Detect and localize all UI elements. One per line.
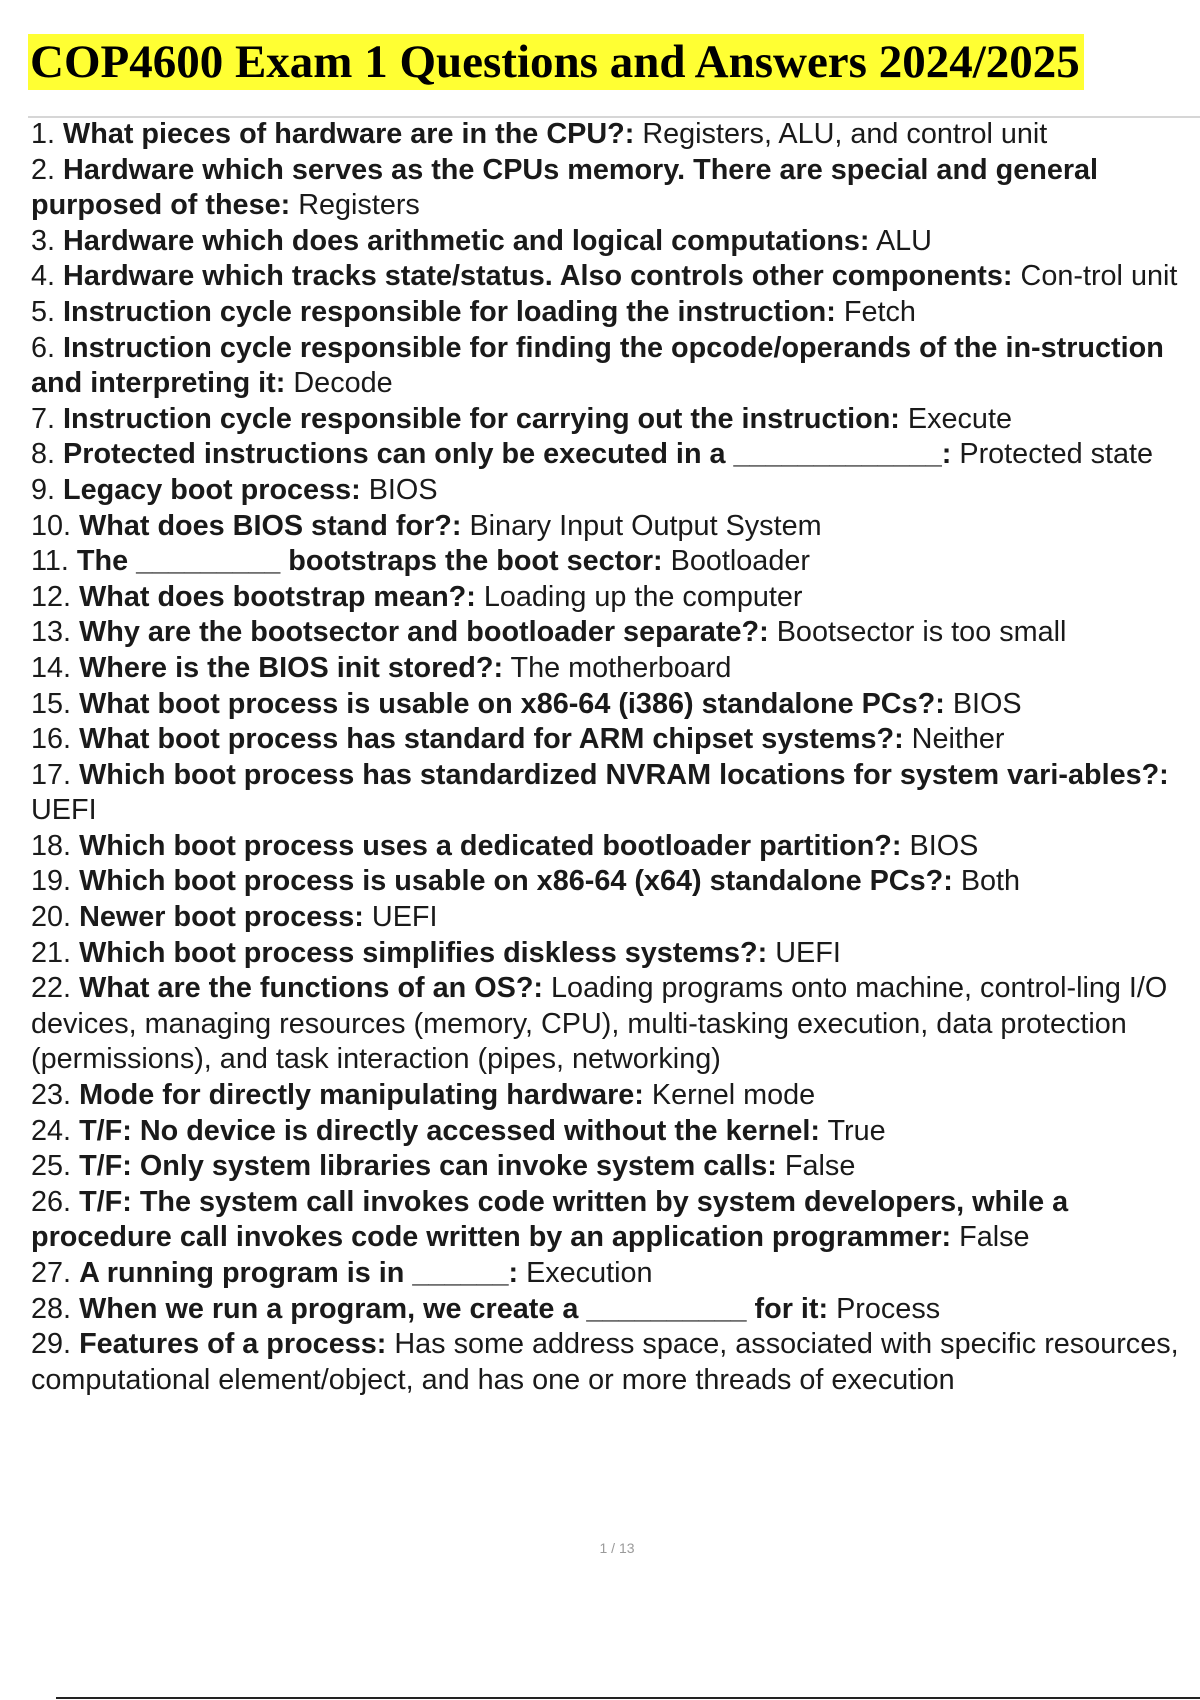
qa-question: Hardware which does arithmetic and logical computations: [63,224,870,257]
qa-question: Instruction cycle responsible for loading the instruction: [63,295,836,328]
qa-answer: Loading up the computer [483,580,803,613]
qa-question: A running program is in ______: [79,1257,519,1289]
qa-question: Which boot process simplifies diskless systems?: [79,936,768,969]
qa-number: 13. [31,616,72,649]
qa-answer: BIOS [952,687,1022,720]
qa-number: 9. [31,473,56,506]
qa-question: T/F: The system call invokes code written by system developers, while a procedure call invokes code written by an application programmer: [31,1185,1077,1254]
qa-item [31,224,1200,260]
qa-question: Instruction cycle responsible for finding the opcode/operands of the in-struction and interpreting it: [31,331,1172,400]
qa-item [31,722,1200,758]
qa-number: 2. [31,153,56,186]
qa-number: 27. [31,1257,72,1289]
qa-answer: BIOS [909,829,979,862]
qa-number: 23. [31,1079,72,1112]
qa-list [31,117,1200,1398]
qa-number: 25. [31,1150,72,1183]
qa-item [31,758,1200,829]
qa-question: What does bootstrap mean?: [79,580,476,613]
qa-item [31,1114,1200,1150]
qa-number: 10. [31,509,72,542]
qa-question: Which boot process uses a dedicated bootloader partition?: [79,829,902,862]
qa-number: 3. [31,224,56,257]
qa-question: Features of a process: [79,1328,387,1361]
qa-answer: Bootsector is too small [776,616,1067,649]
qa-answer: Loading programs onto machine, control-ling I/O devices, managing resources (memory, CPU), multi-tasking execution, data protection (permissions), and task interaction (pipes, networking) [31,972,1176,1076]
qa-question: Instruction cycle responsible for carrying out the instruction: [63,402,900,435]
qa-question: Protected instructions can only be executed in a _____________: [63,438,952,471]
qa-answer: Registers [298,189,420,222]
qa-number: 29. [31,1328,72,1361]
qa-number: 8. [31,438,56,471]
qa-answer: UEFI [775,936,841,969]
qa-item [31,900,1200,936]
qa-item [31,687,1200,723]
qa-number: 1. [31,118,56,150]
qa-answer: Kernel mode [651,1079,816,1112]
qa-question: What are the functions of an OS?: [79,972,544,1005]
qa-number: 18. [31,829,72,862]
qa-item [31,971,1200,1078]
qa-question: What pieces of hardware are in the CPU?: [63,118,635,150]
qa-number: 16. [31,723,72,756]
qa-item [31,509,1200,545]
qa-item [31,936,1200,972]
qa-question: Hardware which tracks state/status. Also controls other components: [63,260,1013,293]
qa-item [31,544,1200,580]
document-title: COP4600 Exam 1 Questions and Answers 2024/2025 [28,34,1084,90]
qa-item [31,402,1200,438]
qa-number: 12. [31,580,72,613]
qa-number: 14. [31,651,72,684]
qa-item [31,1256,1200,1292]
qa-question: What boot process is usable on x86-64 (i386) standalone PCs?: [79,687,945,720]
qa-answer: Decode [293,367,393,400]
qa-question: What boot process has standard for ARM chipset systems?: [79,723,904,756]
footer-divider [56,1697,1200,1699]
qa-number: 6. [31,331,56,364]
qa-answer: False [784,1150,856,1183]
qa-item [31,1292,1200,1328]
qa-question: When we run a program, we create a __________ for it: [79,1292,829,1325]
qa-answer: Has some address space, associated with specific resources, computational element/object, and has one or more threads of execution [31,1328,1187,1396]
qa-question: Which boot process has standardized NVRAM locations for system vari-ables?: [79,758,1169,791]
qa-answer: Execute [907,402,1012,435]
qa-item [31,259,1200,295]
qa-answer: Neither [911,723,1005,756]
qa-item [31,864,1200,900]
qa-question: Where is the BIOS init stored?: [79,651,504,684]
qa-item [31,651,1200,687]
qa-question: What does BIOS stand for?: [79,509,462,542]
qa-item [31,1327,1200,1398]
qa-question: Why are the bootsector and bootloader separate?: [79,616,769,649]
qa-answer: ALU [875,224,932,257]
qa-answer: False [959,1221,1030,1254]
qa-item [31,331,1200,402]
qa-question: Mode for directly manipulating hardware: [79,1079,644,1112]
qa-item [31,473,1200,509]
qa-number: 22. [31,972,72,1005]
qa-answer: UEFI [31,794,97,827]
qa-question: T/F: Only system libraries can invoke system calls: [79,1150,777,1183]
qa-number: 19. [31,865,72,898]
qa-answer: Registers, ALU, and control unit [642,118,1048,150]
qa-item [31,615,1200,651]
qa-number: 20. [31,901,72,934]
qa-question: Legacy boot process: [63,473,361,506]
qa-number: 26. [31,1185,72,1218]
qa-answer: BIOS [368,473,438,506]
title-wrap [28,34,1084,90]
qa-item [31,1185,1200,1256]
qa-answer: The motherboard [510,651,732,684]
qa-item [31,829,1200,865]
qa-item [31,1078,1200,1114]
qa-question: Hardware which serves as the CPUs memory. There are special and general purposed of these: [31,153,1107,222]
qa-item [31,437,1200,473]
qa-number: 4. [31,260,56,293]
qa-item [31,580,1200,616]
qa-question: T/F: No device is directly accessed without the kernel: [79,1114,821,1147]
qa-number: 24. [31,1114,72,1147]
qa-number: 15. [31,687,72,720]
qa-question: Newer boot process: [79,901,364,934]
qa-answer: Both [960,865,1021,898]
qa-answer: Bootloader [670,545,810,578]
qa-answer: True [827,1114,886,1147]
qa-answer: Protected state [959,438,1154,471]
qa-item [31,1149,1200,1185]
qa-question: The _________ bootstraps the boot sector: [76,545,663,578]
qa-question: Which boot process is usable on x86-64 (x64) standalone PCs?: [79,865,953,898]
qa-answer: Con-trol unit [1020,260,1178,293]
qa-number: 7. [31,402,56,435]
qa-answer: UEFI [371,901,438,934]
qa-answer: Binary Input Output System [469,509,822,542]
qa-answer: Fetch [843,295,916,328]
qa-item [31,295,1200,331]
qa-number: 17. [31,758,72,791]
qa-answer: Execution [526,1257,653,1289]
qa-item [31,117,1200,153]
qa-number: 21. [31,936,72,969]
qa-number: 28. [31,1292,72,1325]
page-indicator: 1 / 13 [599,1540,635,1556]
qa-number: 5. [31,295,56,328]
qa-number: 11. [31,545,69,578]
qa-item [31,153,1200,224]
qa-answer: Process [836,1292,941,1325]
